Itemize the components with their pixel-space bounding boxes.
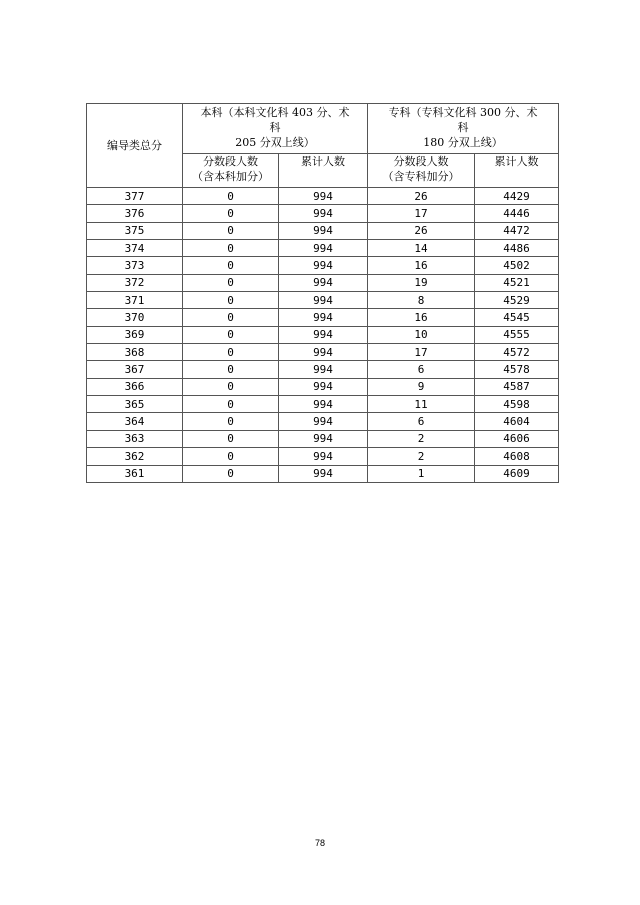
score-cell: 363 xyxy=(87,430,183,447)
score-cell: 376 xyxy=(87,205,183,222)
score-cell: 369 xyxy=(87,326,183,343)
score-cell: 371 xyxy=(87,292,183,309)
table-row xyxy=(87,205,559,222)
table-row xyxy=(87,448,559,465)
junior-college-cumulative-cell: 4472 xyxy=(475,222,559,239)
junior-college-cumulative-cell: 4521 xyxy=(475,274,559,291)
undergraduate-count-cell: 0 xyxy=(183,205,279,222)
junior-college-cumulative-cell: 4545 xyxy=(475,309,559,326)
table-row xyxy=(87,274,559,291)
undergraduate-count-cell: 0 xyxy=(183,240,279,257)
junior-college-title-line3: 180 分双上线） xyxy=(423,136,503,149)
undergraduate-cumulative-cell: 994 xyxy=(279,448,368,465)
undergraduate-count-cell: 0 xyxy=(183,309,279,326)
undergraduate-count-cell: 0 xyxy=(183,257,279,274)
junior-college-title-line2: 科 xyxy=(457,121,469,134)
undergraduate-count-cell: 0 xyxy=(183,344,279,361)
undergraduate-count-cell: 0 xyxy=(183,430,279,447)
score-cell: 368 xyxy=(87,344,183,361)
undergraduate-cumulative-header: 累计人数 xyxy=(279,154,368,188)
score-cell: 362 xyxy=(87,448,183,465)
undergraduate-count-cell: 0 xyxy=(183,326,279,343)
table-row xyxy=(87,361,559,378)
score-cell: 367 xyxy=(87,361,183,378)
group-header-junior-college xyxy=(368,104,559,154)
score-cell: 375 xyxy=(87,222,183,239)
junior-college-count-cell: 26 xyxy=(368,188,475,205)
undergraduate-cumulative-cell: 994 xyxy=(279,326,368,343)
junior-college-cumulative-cell: 4486 xyxy=(475,240,559,257)
junior-college-segment-count-header xyxy=(368,154,475,188)
undergraduate-cumulative-cell: 994 xyxy=(279,257,368,274)
undergraduate-segment-count-header xyxy=(183,154,279,188)
undergraduate-title-line1: 本科（本科文化科 403 分、术 xyxy=(200,106,350,119)
junior-college-count-cell: 1 xyxy=(368,465,475,482)
junior-college-count-cell: 26 xyxy=(368,222,475,239)
score-cell: 372 xyxy=(87,274,183,291)
junior-college-cumulative-header: 累计人数 xyxy=(475,154,559,188)
table-row xyxy=(87,257,559,274)
junior-college-count-cell: 17 xyxy=(368,344,475,361)
junior-college-cumulative-cell: 4604 xyxy=(475,413,559,430)
table-row xyxy=(87,413,559,430)
junior-college-cumulative-cell: 4502 xyxy=(475,257,559,274)
undergraduate-count-cell: 0 xyxy=(183,188,279,205)
undergraduate-cumulative-cell: 994 xyxy=(279,396,368,413)
junior-college-count-cell: 16 xyxy=(368,309,475,326)
undergraduate-count-cell: 0 xyxy=(183,413,279,430)
undergraduate-count-cell: 0 xyxy=(183,448,279,465)
score-cell: 377 xyxy=(87,188,183,205)
undergraduate-cumulative-cell: 994 xyxy=(279,309,368,326)
table-row xyxy=(87,378,559,395)
undergraduate-cumulative-cell: 994 xyxy=(279,188,368,205)
undergraduate-cumulative-cell: 994 xyxy=(279,361,368,378)
score-cell: 364 xyxy=(87,413,183,430)
junior-college-count-cell: 10 xyxy=(368,326,475,343)
undergraduate-cumulative-cell: 994 xyxy=(279,378,368,395)
junior-college-cumulative-cell: 4606 xyxy=(475,430,559,447)
score-cell: 373 xyxy=(87,257,183,274)
score-cell: 370 xyxy=(87,309,183,326)
undergraduate-title-line3: 205 分双上线） xyxy=(235,136,315,149)
junior-college-count-cell: 6 xyxy=(368,413,475,430)
junior-college-count-cell: 16 xyxy=(368,257,475,274)
undergraduate-cumulative-cell: 994 xyxy=(279,274,368,291)
table-row xyxy=(87,292,559,309)
undergraduate-cumulative-cell: 994 xyxy=(279,205,368,222)
junior-college-count-cell: 8 xyxy=(368,292,475,309)
undergraduate-count-cell: 0 xyxy=(183,222,279,239)
undergraduate-count-cell: 0 xyxy=(183,274,279,291)
page-number: 78 xyxy=(314,838,325,848)
table-row xyxy=(87,240,559,257)
table-row xyxy=(87,222,559,239)
junior-college-count-cell: 17 xyxy=(368,205,475,222)
junior-college-cumulative-cell: 4608 xyxy=(475,448,559,465)
table-row xyxy=(87,396,559,413)
undergraduate-segment-count-label: 分数段人数 xyxy=(203,155,258,168)
table-row xyxy=(87,344,559,361)
undergraduate-cumulative-cell: 994 xyxy=(279,222,368,239)
table-row xyxy=(87,188,559,205)
junior-college-segment-count-label: 分数段人数 xyxy=(393,155,449,168)
table-row xyxy=(87,430,559,447)
row-header-total-score: 编导类总分 xyxy=(87,104,183,188)
junior-college-count-cell: 9 xyxy=(368,378,475,395)
group-header-undergraduate xyxy=(183,104,368,154)
junior-college-cumulative-cell: 4598 xyxy=(475,396,559,413)
junior-college-cumulative-cell: 4578 xyxy=(475,361,559,378)
undergraduate-cumulative-cell: 994 xyxy=(279,465,368,482)
junior-college-cumulative-cell: 4446 xyxy=(475,205,559,222)
undergraduate-cumulative-cell: 994 xyxy=(279,413,368,430)
junior-college-cumulative-cell: 4587 xyxy=(475,378,559,395)
score-cell: 361 xyxy=(87,465,183,482)
undergraduate-count-cell: 0 xyxy=(183,361,279,378)
undergraduate-cumulative-cell: 994 xyxy=(279,344,368,361)
junior-college-count-cell: 2 xyxy=(368,448,475,465)
junior-college-segment-count-note: （含专科加分） xyxy=(382,170,460,183)
undergraduate-count-cell: 0 xyxy=(183,378,279,395)
table-body xyxy=(87,188,559,483)
undergraduate-cumulative-cell: 994 xyxy=(279,430,368,447)
junior-college-cumulative-cell: 4572 xyxy=(475,344,559,361)
undergraduate-cumulative-cell: 994 xyxy=(279,240,368,257)
junior-college-count-cell: 2 xyxy=(368,430,475,447)
table-row xyxy=(87,309,559,326)
undergraduate-title-line2: 科 xyxy=(269,121,281,134)
table-row xyxy=(87,326,559,343)
table-row xyxy=(87,465,559,482)
score-cell: 365 xyxy=(87,396,183,413)
junior-college-cumulative-cell: 4429 xyxy=(475,188,559,205)
undergraduate-count-cell: 0 xyxy=(183,396,279,413)
junior-college-cumulative-cell: 4555 xyxy=(475,326,559,343)
score-cell: 366 xyxy=(87,378,183,395)
undergraduate-count-cell: 0 xyxy=(183,292,279,309)
junior-college-count-cell: 6 xyxy=(368,361,475,378)
undergraduate-cumulative-cell: 994 xyxy=(279,292,368,309)
junior-college-cumulative-cell: 4609 xyxy=(475,465,559,482)
table-header-row xyxy=(87,104,559,154)
junior-college-title-line1: 专科（专科文化科 300 分、术 xyxy=(388,106,538,119)
score-cell: 374 xyxy=(87,240,183,257)
junior-college-count-cell: 14 xyxy=(368,240,475,257)
junior-college-count-cell: 11 xyxy=(368,396,475,413)
junior-college-count-cell: 19 xyxy=(368,274,475,291)
undergraduate-count-cell: 0 xyxy=(183,465,279,482)
junior-college-cumulative-cell: 4529 xyxy=(475,292,559,309)
score-distribution-table xyxy=(86,103,559,483)
undergraduate-segment-count-note: （含本科加分） xyxy=(192,170,269,183)
